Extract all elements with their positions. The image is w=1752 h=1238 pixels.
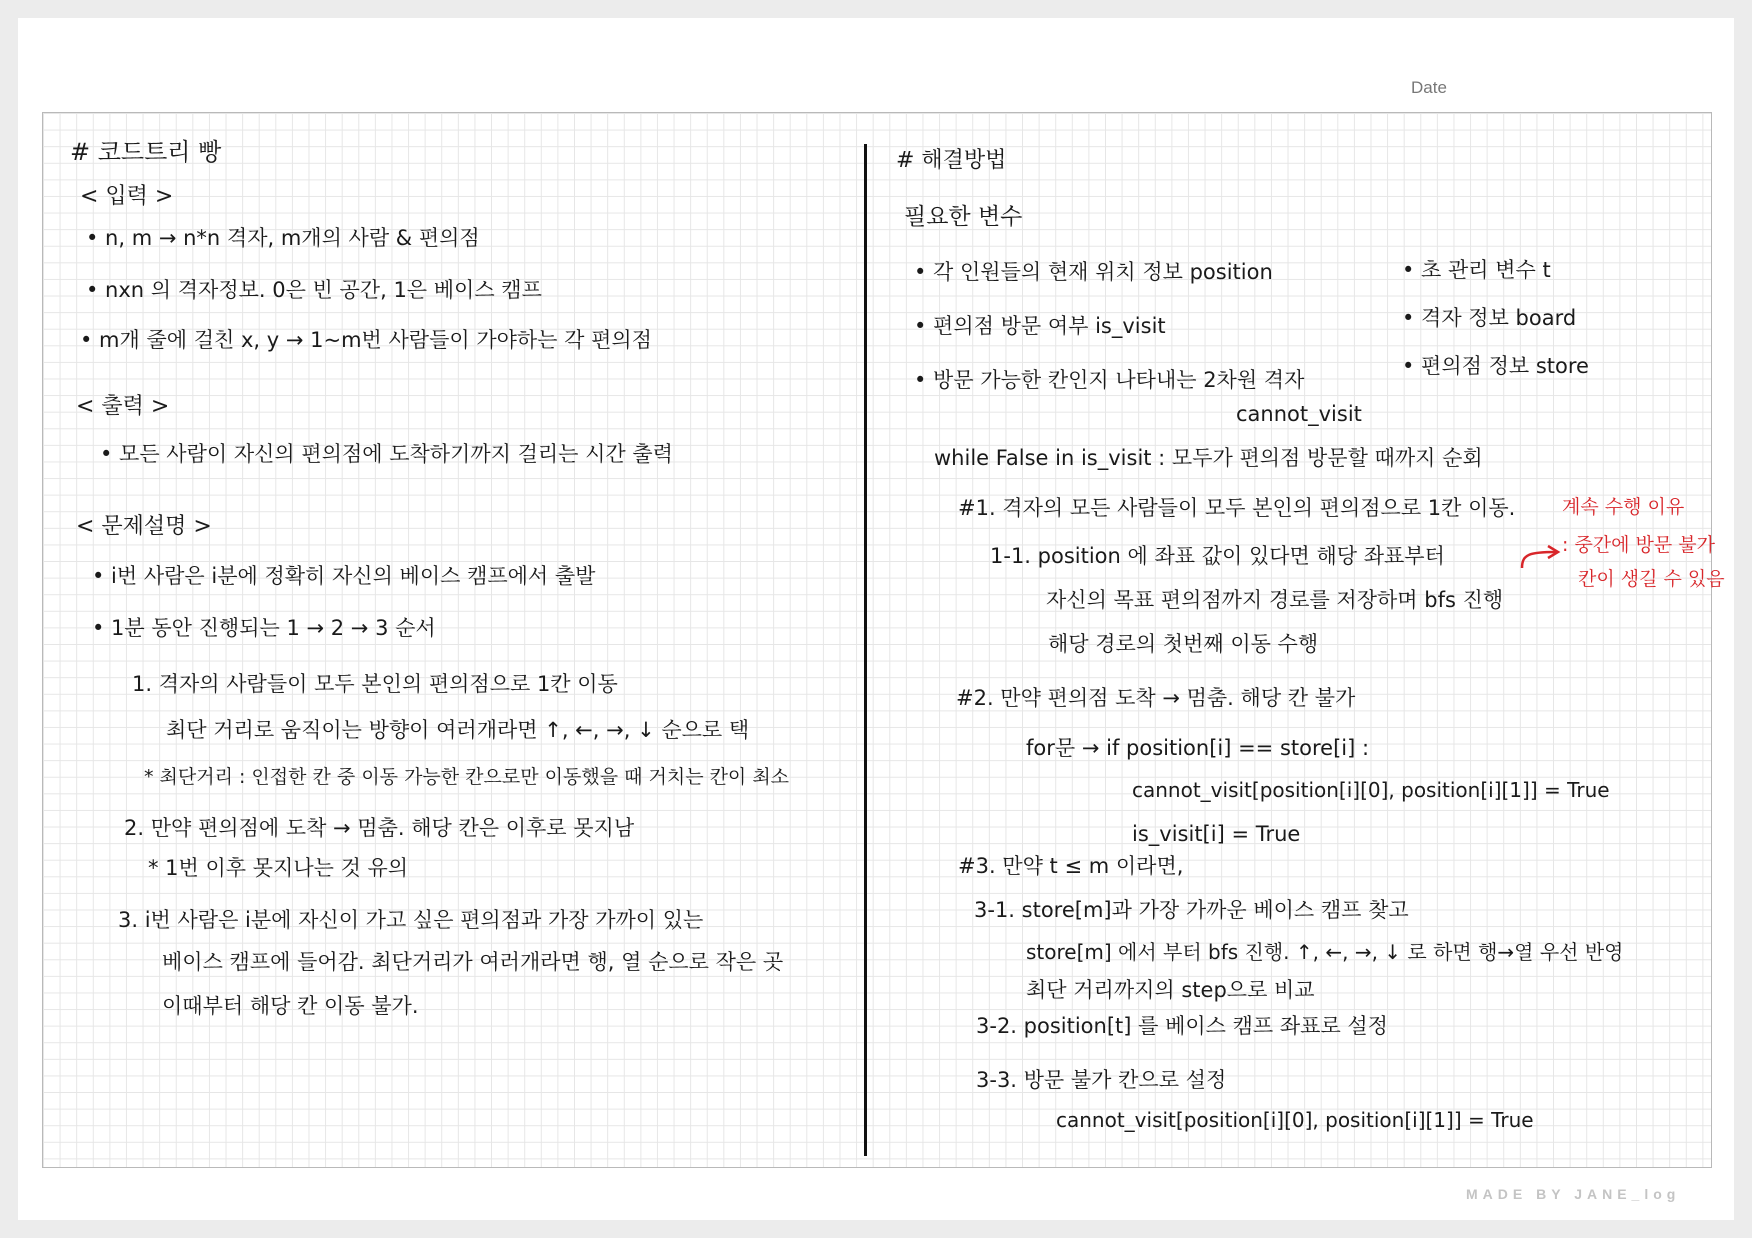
vars-header: 필요한 변수 [904, 204, 1023, 230]
var-position: • 각 인원들의 현재 위치 정보 position [914, 260, 1273, 284]
step-3-line: 3. i번 사람은 i분에 자신이 가고 싶은 편의점과 가장 가까이 있는 [118, 908, 704, 932]
footer-credit: MADE BY JANE_log [1466, 1186, 1681, 1202]
var-cannot-visit-name: cannot_visit [1236, 402, 1362, 426]
heading-1-1: 1-1. position 에 좌표 값이 있다면 해당 좌표부터 [990, 544, 1445, 568]
red-note-3: 칸이 생길 수 있음 [1578, 568, 1725, 590]
heading-3: #3. 만약 t ≤ m 이라면, [958, 854, 1184, 878]
step-1-note: * 최단거리 : 인접한 칸 중 이동 가능한 칸으로만 이동했을 때 거치는 칸이 최소 [144, 766, 790, 788]
heading-3-1: 3-1. store[m]과 가장 가까운 베이스 캠프 찾고 [974, 898, 1409, 922]
heading-2-3: is_visit[i] = True [1132, 822, 1301, 846]
var-board: • 격자 정보 board [1402, 306, 1577, 330]
var-store: • 편의점 정보 store [1402, 354, 1589, 378]
output-header: < 출력 > [76, 394, 170, 419]
step-1-detail: 최단 거리로 움직이는 방향이 여러개라면 ↑, ←, →, ↓ 순으로 택 [166, 718, 750, 742]
heading-2-2: cannot_visit[position[i][0], position[i][1]] = True [1132, 778, 1610, 802]
page-title: # 코드트리 빵 [70, 138, 222, 166]
date-label: Date [1411, 78, 1447, 97]
var-is-visit: • 편의점 방문 여부 is_visit [914, 314, 1166, 338]
heading-3-4: 3-2. position[t] 를 베이스 캠프 좌표로 설정 [976, 1014, 1388, 1038]
input-line-1: • n, m → n*n 격자, m개의 사람 & 편의점 [86, 226, 480, 250]
output-line-1: • 모든 사람이 자신의 편의점에 도착하기까지 걸리는 시간 출력 [100, 442, 673, 466]
solution-title: # 해결방법 [896, 148, 1007, 173]
step-2-line: 2. 만약 편의점에 도착 → 멈춤. 해당 칸은 이후로 못지남 [124, 816, 635, 840]
heading-3-3: 최단 거리까지의 step으로 비교 [1026, 978, 1315, 1002]
heading-1: #1. 격자의 모든 사람들이 모두 본인의 편의점으로 1칸 이동. [958, 496, 1516, 520]
heading-1-2: 자신의 목표 편의점까지 경로를 저장하며 bfs 진행 [1046, 588, 1504, 612]
problem-line-1: • i번 사람은 i분에 정확히 자신의 베이스 캠프에서 출발 [92, 564, 596, 588]
step-3-detail: 베이스 캠프에 들어감. 최단거리가 여러개라면 행, 열 순으로 작은 곳 [162, 950, 784, 974]
while-loop-line: while False in is_visit : 모두가 편의점 방문할 때까지 순회 [934, 446, 1483, 470]
heading-3-5: 3-3. 방문 불가 칸으로 설정 [976, 1068, 1227, 1092]
red-note-2: : 중간에 방문 불가 [1562, 534, 1715, 556]
input-line-3: • m개 줄에 걸친 x, y → 1~m번 사람들이 가야하는 각 편의점 [80, 328, 652, 352]
input-header: < 입력 > [80, 184, 174, 209]
heading-2-1: for문 → if position[i] == store[i] : [1026, 736, 1370, 760]
problem-line-2: • 1분 동안 진행되는 1 → 2 → 3 순서 [92, 616, 436, 640]
input-line-2: • nxn 의 격자정보. 0은 빈 공간, 1은 베이스 캠프 [86, 278, 542, 302]
heading-3-6: cannot_visit[position[i][0], position[i][1]] = True [1056, 1108, 1534, 1132]
step-2-note: * 1번 이후 못지나는 것 유의 [148, 856, 409, 880]
step-1-line: 1. 격자의 사람들이 모두 본인의 편의점으로 1칸 이동 [132, 672, 618, 696]
var-t: • 초 관리 변수 t [1402, 258, 1551, 282]
red-arrow-icon [1516, 538, 1564, 572]
column-divider [864, 144, 867, 1156]
step-3-detail-2: 이때부터 해당 칸 이동 불가. [162, 994, 419, 1018]
red-note-1: 계속 수행 이유 [1562, 496, 1685, 518]
heading-1-3: 해당 경로의 첫번째 이동 수행 [1048, 632, 1319, 656]
heading-3-2: store[m] 에서 부터 bfs 진행. ↑, ←, →, ↓ 로 하면 행→열 우선 반영 [1026, 940, 1624, 964]
heading-2: #2. 만약 편의점 도착 → 멈춤. 해당 칸 불가 [956, 686, 1356, 710]
problem-header: < 문제설명 > [76, 514, 212, 539]
var-cannot-visit: • 방문 가능한 칸인지 나타내는 2차원 격자 [914, 368, 1305, 392]
